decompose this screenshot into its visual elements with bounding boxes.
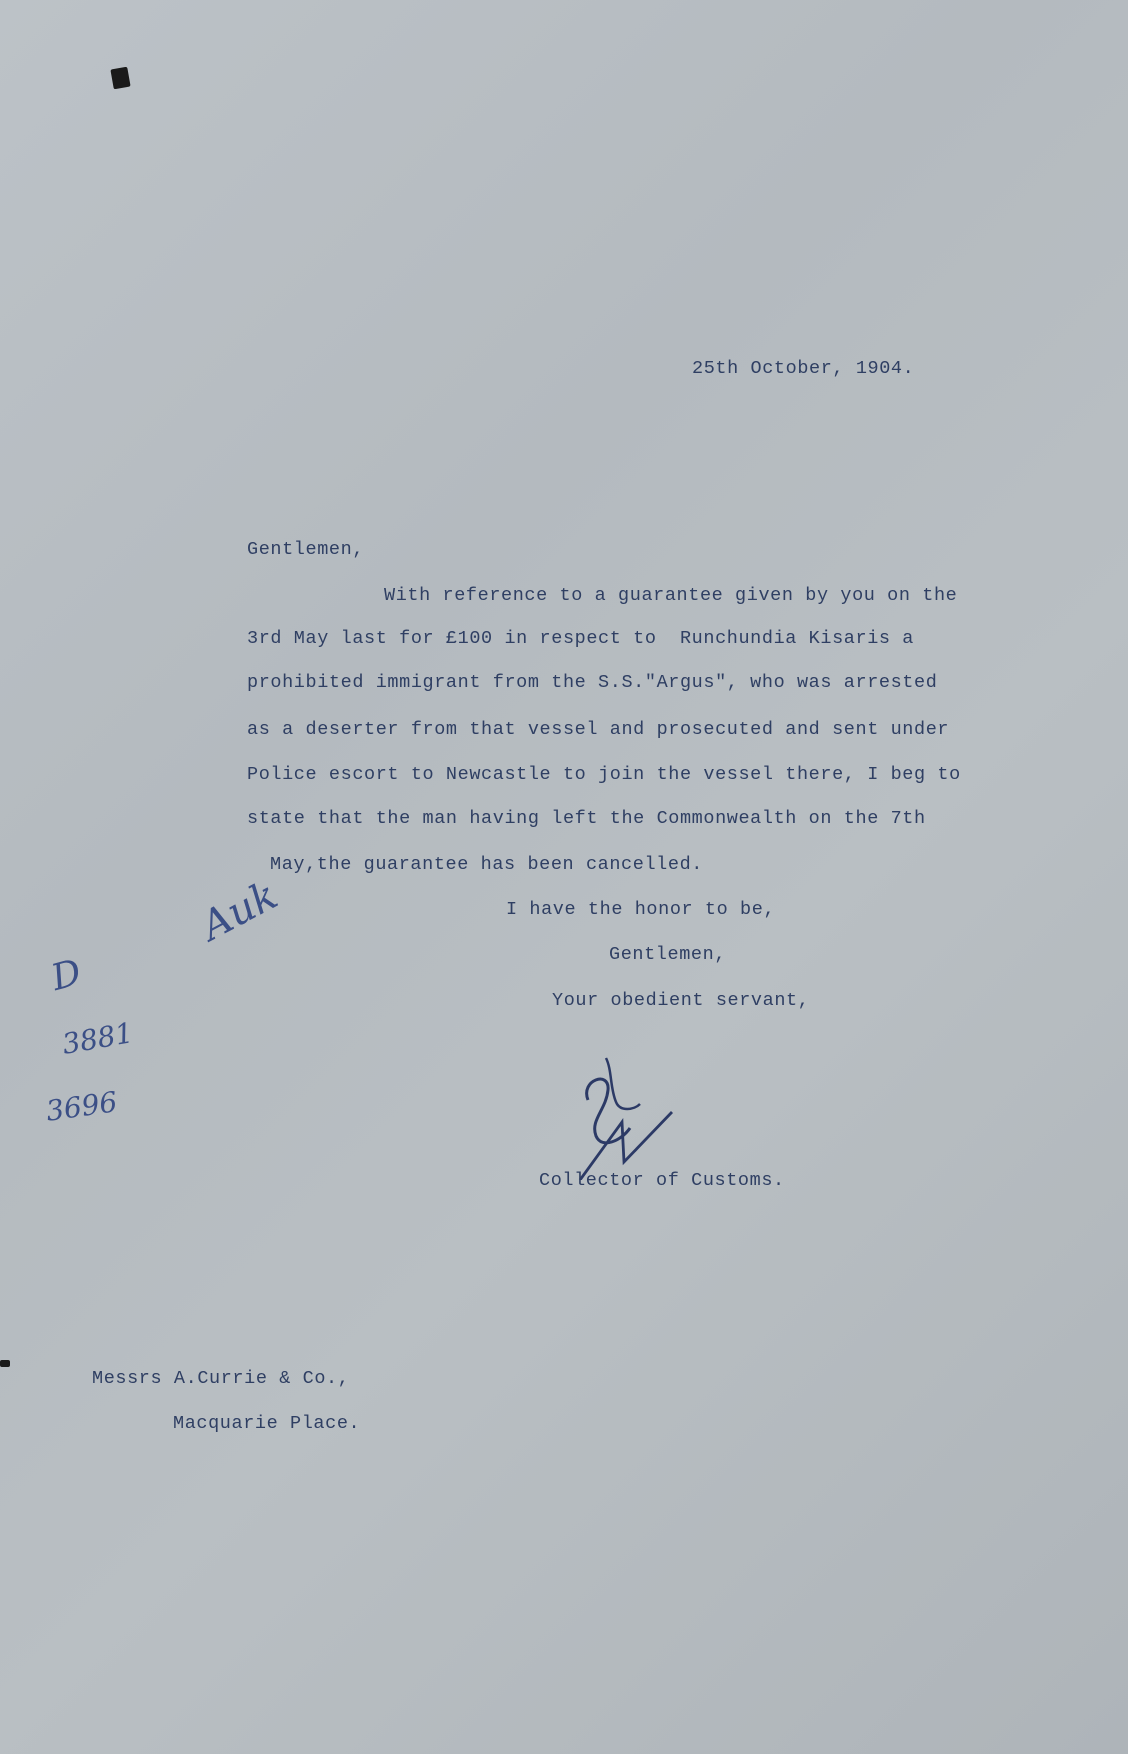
addressee-name: Messrs A.Currie & Co., — [92, 1368, 350, 1389]
body-line: May,the guarantee has been cancelled. — [270, 854, 703, 875]
salutation: Gentlemen, — [247, 539, 365, 560]
reference-number: 3881 — [59, 1016, 136, 1061]
letter-date: 25th October, 1904. — [692, 358, 915, 379]
reference-number: 3696 — [44, 1085, 120, 1128]
body-line: prohibited immigrant from the S.S."Argus", who was arrested — [247, 672, 938, 693]
reference-mark: D — [47, 951, 86, 1000]
signature-title: Collector of Customs. — [539, 1170, 785, 1191]
body-line: With reference to a guarantee given by you on the — [384, 585, 958, 606]
closing-line: Gentlemen, — [609, 944, 727, 965]
closing-line: Your obedient servant, — [552, 990, 810, 1011]
ink-speck — [110, 67, 130, 90]
body-line: Police escort to Newcastle to join the vessel there, I beg to — [247, 764, 961, 785]
body-line: as a deserter from that vessel and prosecuted and sent under — [247, 719, 950, 740]
closing-line: I have the honor to be, — [506, 899, 776, 920]
initials-annotation: Auk — [193, 872, 286, 950]
body-line: 3rd May last for £100 in respect to Runchundia Kisaris a — [247, 628, 915, 649]
edge-speck — [0, 1360, 10, 1367]
addressee-place: Macquarie Place. — [173, 1413, 361, 1434]
signature-mark — [560, 1040, 680, 1180]
body-line: state that the man having left the Commonwealth on the 7th — [247, 808, 926, 829]
